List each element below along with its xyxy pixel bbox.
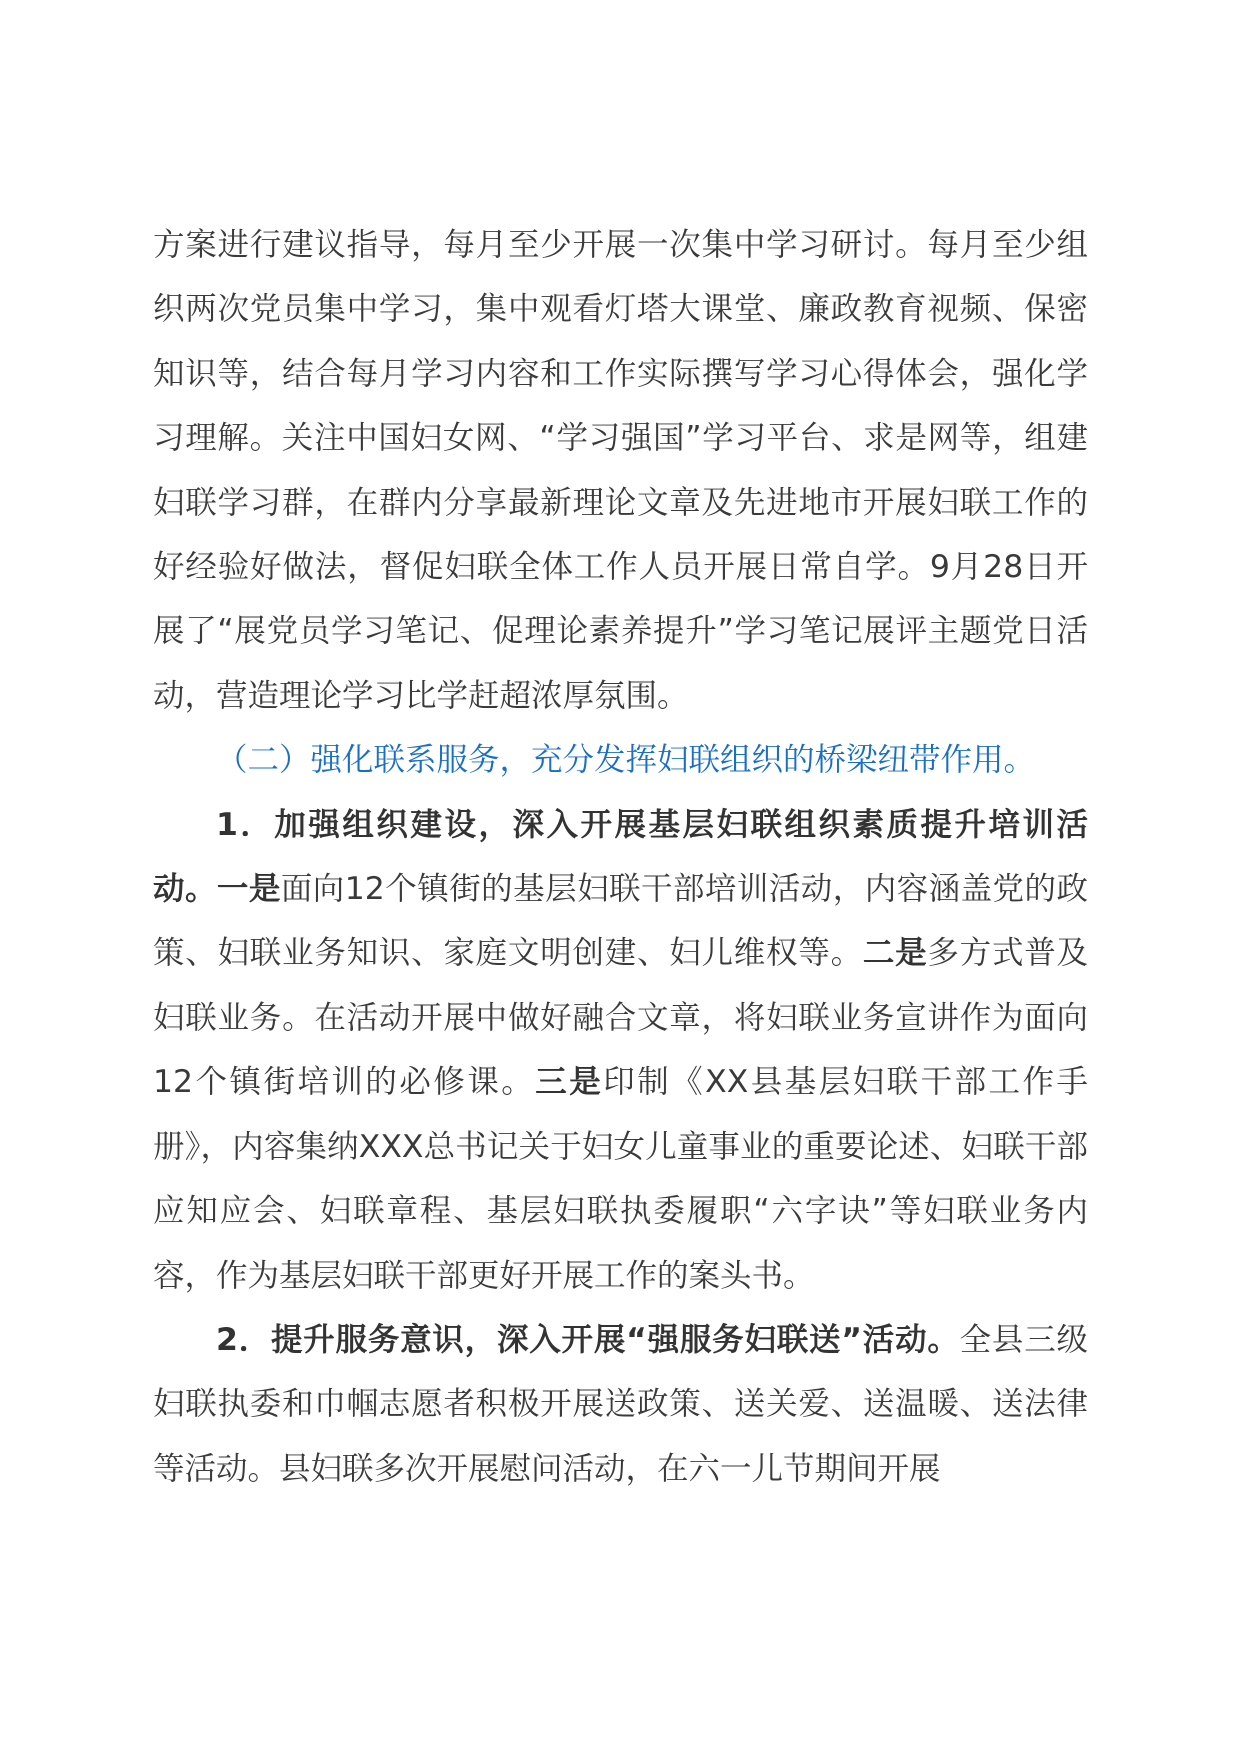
item-1-point-1: 面向12个镇街的基层妇联干部培训活动，内容涵盖党的政策、妇联业务知识、家庭文明创建、妇儿维权等。 bbox=[153, 871, 1088, 972]
document-body bbox=[153, 213, 1088, 1501]
item-2-text: 全县三级妇联执委和巾帼志愿者积极开展送政策、送关爱、送温暖、送法律等活动。县妇联多次开展慰问活动，在六一儿节期间开展 bbox=[153, 1321, 1088, 1487]
section-heading-2: （二）强化联系服务，充分发挥妇联组织的桥梁纽带作用。 bbox=[216, 742, 1036, 779]
keyword-third: 三是 bbox=[535, 1064, 604, 1101]
item-1-point-3: 印制《XX县基层妇联干部工作手册》，内容集纳XXX总书记关于妇女儿童事业的重要论述、妇联干部应知应会、妇联章程、基层妇联执委履职“六字诀”等妇联业务内容，作为基层妇联干部更好开展工作的案头书。 bbox=[153, 1064, 1088, 1294]
item-2-lead: 2．提升服务意识，深入开展“强服务妇联送”活动。 bbox=[216, 1321, 960, 1358]
item-1-point-2: 多方式普及妇联业务。在活动开展中做好融合文章，将妇联业务宣讲作为面向12个镇街培训的必修课。 bbox=[153, 935, 1088, 1101]
keyword-second: 二是 bbox=[862, 935, 928, 972]
paragraph-org-building bbox=[153, 793, 1088, 1308]
paragraph-study-text: 方案进行建议指导，每月至少开展一次集中学习研讨。每月至少组织两次党员集中学习，集中观看灯塔大课堂、廉政教育视频、保密知识等，结合每月学习内容和工作实际撰写学习心得体会，强化学习理解。关注中国妇女网、“学习强国”学习平台、求是网等，组建妇联学习群，在群内分享最新理论文章及先进地市开展妇联工作的好经验好做法，督促妇联全体工作人员开展日常自学。9月28日开展了“展党员学习笔记、促理论素养提升”学习笔记展评主题党日活动，营造理论学习比学赶超浓厚氛围。 bbox=[153, 227, 1088, 714]
keyword-first: 一是 bbox=[216, 871, 281, 908]
paragraph-study bbox=[153, 213, 1088, 728]
item-1-lead: 1．加强组织建设，深入开展基层妇联组织素质提升培训活动。 bbox=[153, 806, 1088, 908]
paragraph-service bbox=[153, 1308, 1088, 1501]
